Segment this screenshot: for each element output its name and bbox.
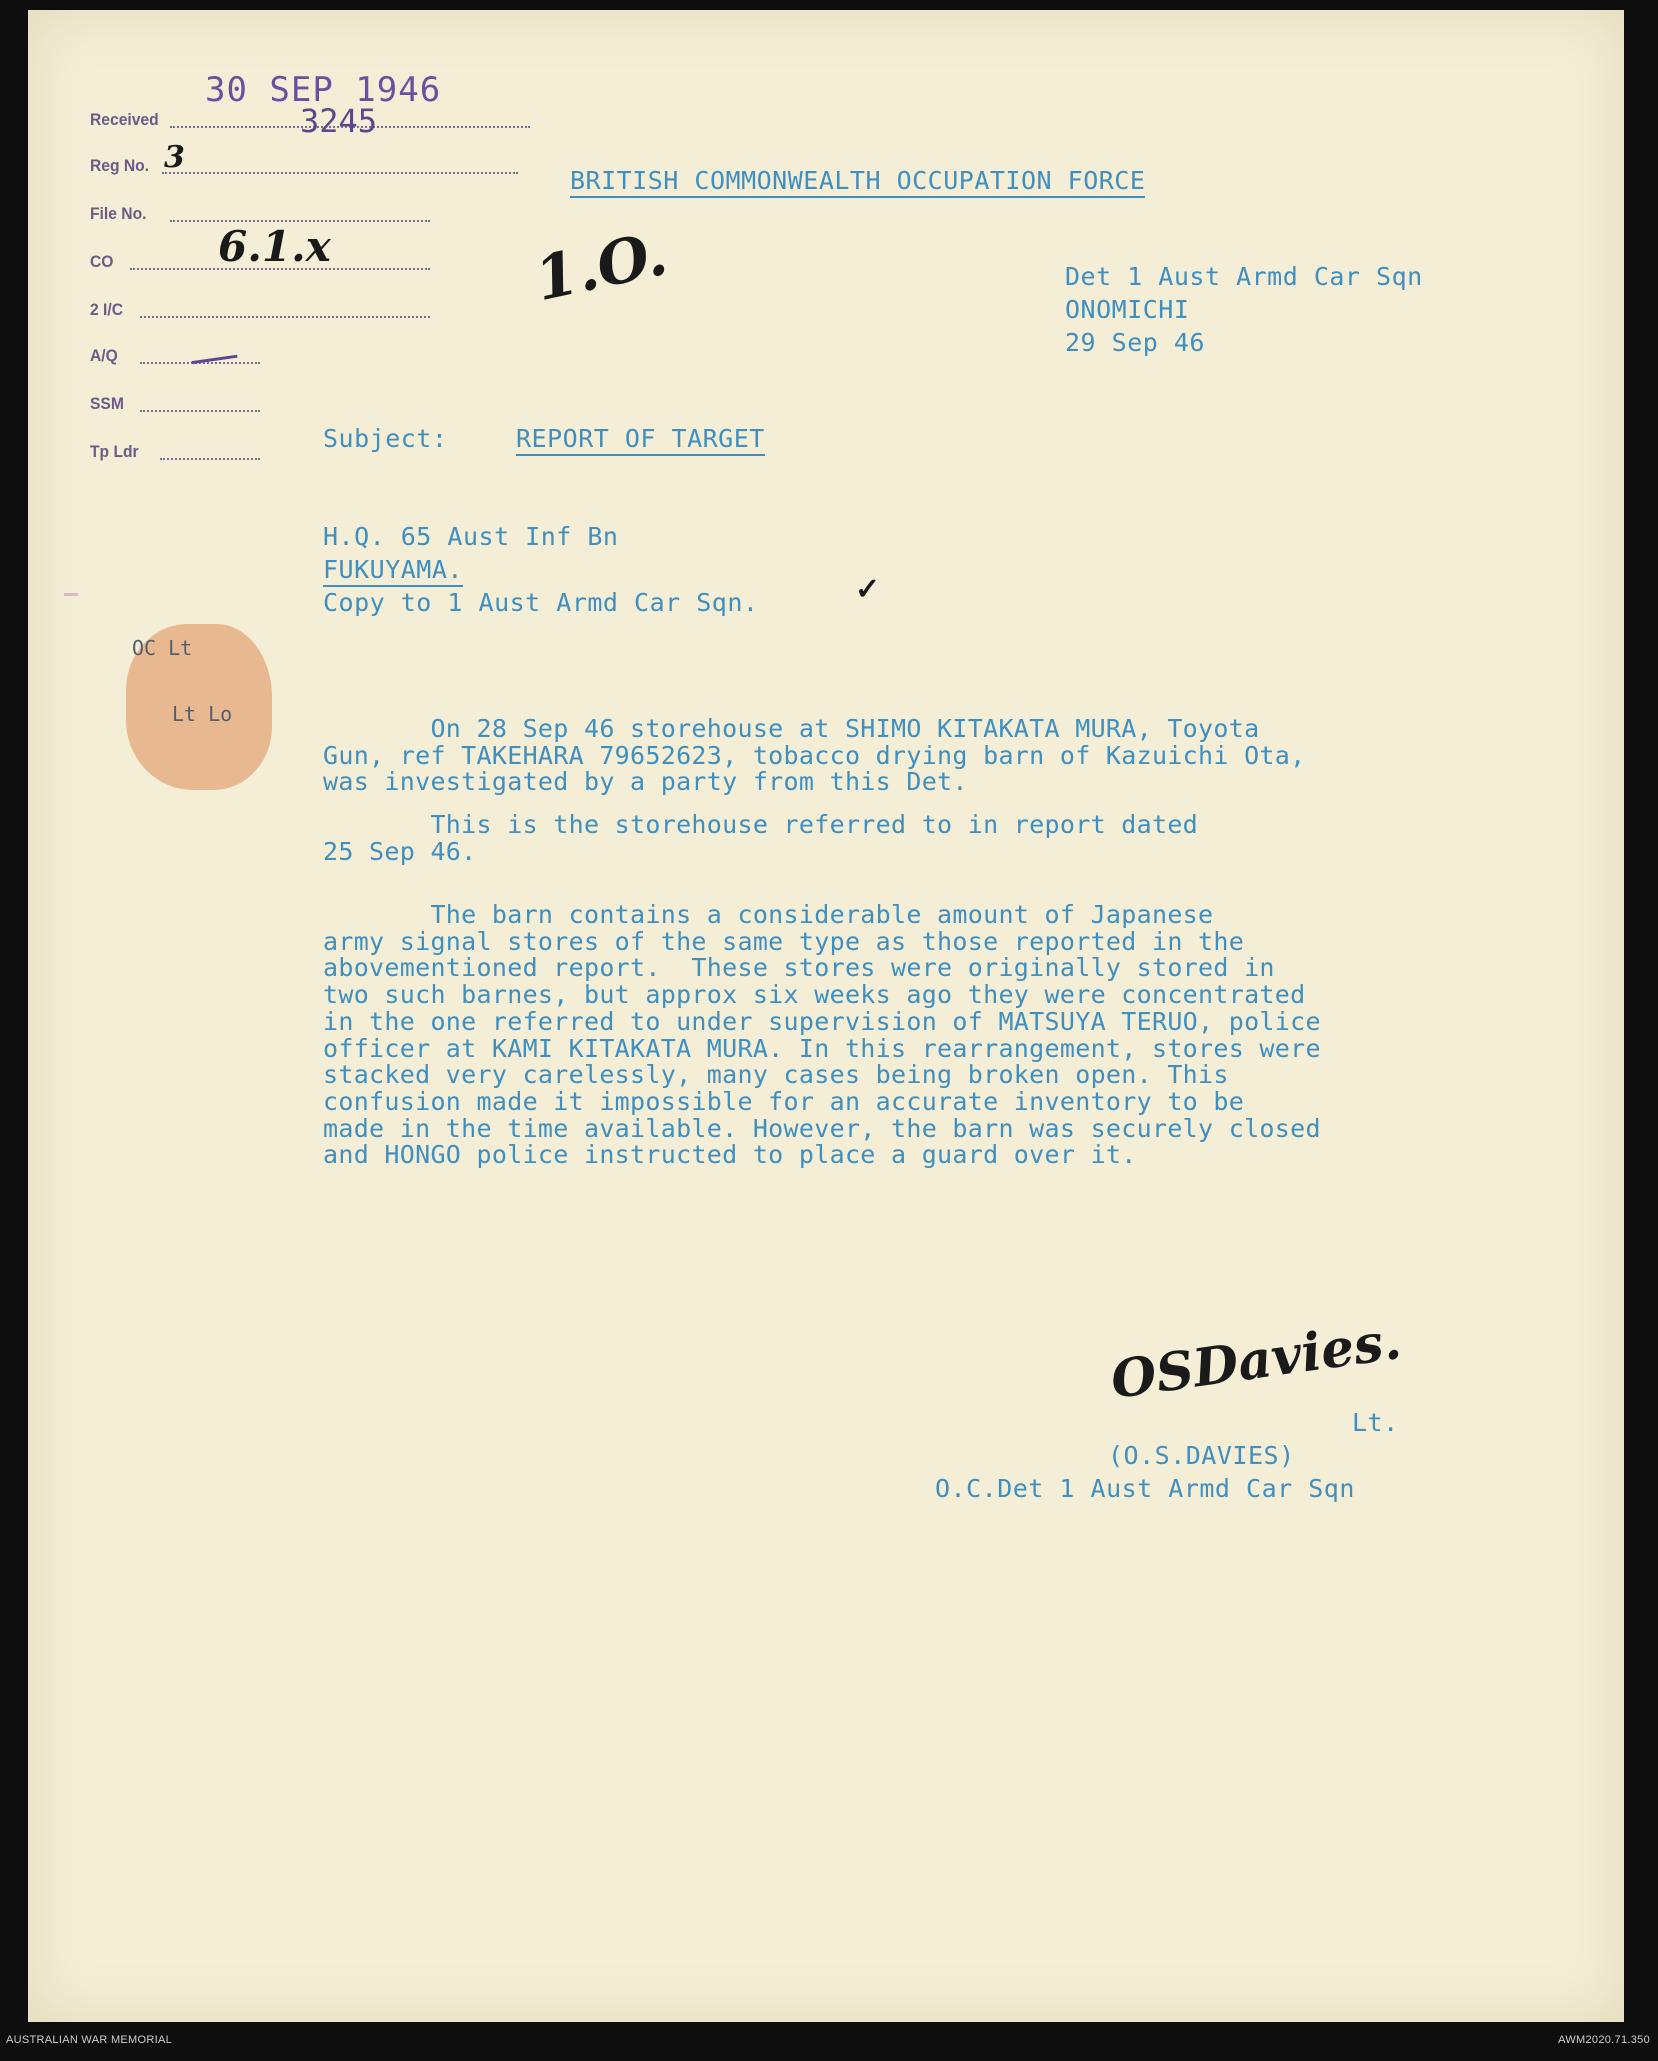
letterhead: BRITISH COMMONWEALTH OCCUPATION FORCE xyxy=(570,168,1145,198)
body-paragraph-2: This is the storehouse referred to in report dated 25 Sep 46. xyxy=(323,810,1199,866)
reg-no-value: 3 xyxy=(164,140,185,175)
sticker-line2: Lt Lo xyxy=(172,702,233,726)
stamp-label-co: CO xyxy=(90,252,114,271)
stamp-label-received: Received xyxy=(90,110,159,129)
stamp-label-reg-no: Reg No. xyxy=(90,156,150,175)
received-number: 3245 xyxy=(300,102,378,140)
sticker-line1: OC Lt xyxy=(132,636,193,660)
margin-mark xyxy=(64,593,78,596)
sender-place: ONOMICHI xyxy=(1065,295,1190,324)
stamp-label-2ic: 2 I/C xyxy=(90,300,124,319)
addressee-line1: H.Q. 65 Aust Inf Bn xyxy=(323,522,619,551)
addressee-copy-to: Copy to 1 Aust Armd Car Sqn. xyxy=(323,588,759,617)
stamp-label-aq: A/Q xyxy=(90,346,118,365)
stamp-line-reg-no xyxy=(162,172,518,174)
stamp-line-ssm xyxy=(140,410,260,412)
sender-date: 29 Sep 46 xyxy=(1065,328,1205,357)
signature-name: (O.S.DAVIES) xyxy=(1108,1441,1295,1470)
stamp-line-2ic xyxy=(140,316,430,318)
stamp-label-ssm: SSM xyxy=(90,394,124,413)
addressee-line2: FUKUYAMA. xyxy=(323,557,463,587)
tick-mark: ✓ xyxy=(855,572,881,607)
subject-label: Subject: xyxy=(323,424,448,453)
footer-institution: AUSTRALIAN WAR MEMORIAL xyxy=(6,2034,173,2046)
received-date-stamp: 30 SEP 1946 xyxy=(205,70,442,110)
signature-title: O.C.Det 1 Aust Armd Car Sqn xyxy=(935,1474,1355,1503)
body-paragraph-1: On 28 Sep 46 storehouse at SHIMO KITAKATA MURA, Toyota Gun, ref TAKEHARA 79652623, tobacco drying barn of Kazuichi Ota, was investigated by a party from this Det. xyxy=(323,714,1306,797)
sender-unit: Det 1 Aust Armd Car Sqn xyxy=(1065,262,1423,291)
subject-text: REPORT OF TARGET xyxy=(516,426,765,456)
stamp-label-file-no: File No. xyxy=(90,204,147,223)
stamp-line-tp-ldr xyxy=(160,458,260,460)
signature-rank: Lt. xyxy=(1352,1408,1399,1437)
handwritten-signature: OSDavies. xyxy=(1107,1309,1405,1412)
co-file-ref: 6.1.x xyxy=(218,222,331,271)
body-paragraph-3: The barn contains a considerable amount of Japanese army signal stores of the same type as those reported in the abovementioned report. These stores were originally stored in two such barnes, but approx six weeks ago they were concentrated in the one referred to under supervision of MATSUYA TERUO, police officer at KAMI KITAKATA MURA. In this rearrangement, stores were stacked very carelessly, many cases being broken open. This confusion made it impossible for an accurate inventory to be made in the time available. However, the barn was securely closed and HONGO police instructed to place a guard over it. xyxy=(323,900,1321,1170)
handwritten-io-note: 1.O. xyxy=(529,219,674,315)
stamp-label-tp-ldr: Tp Ldr xyxy=(90,442,139,461)
footer-accession-number: AWM2020.71.350 xyxy=(1558,2034,1650,2046)
